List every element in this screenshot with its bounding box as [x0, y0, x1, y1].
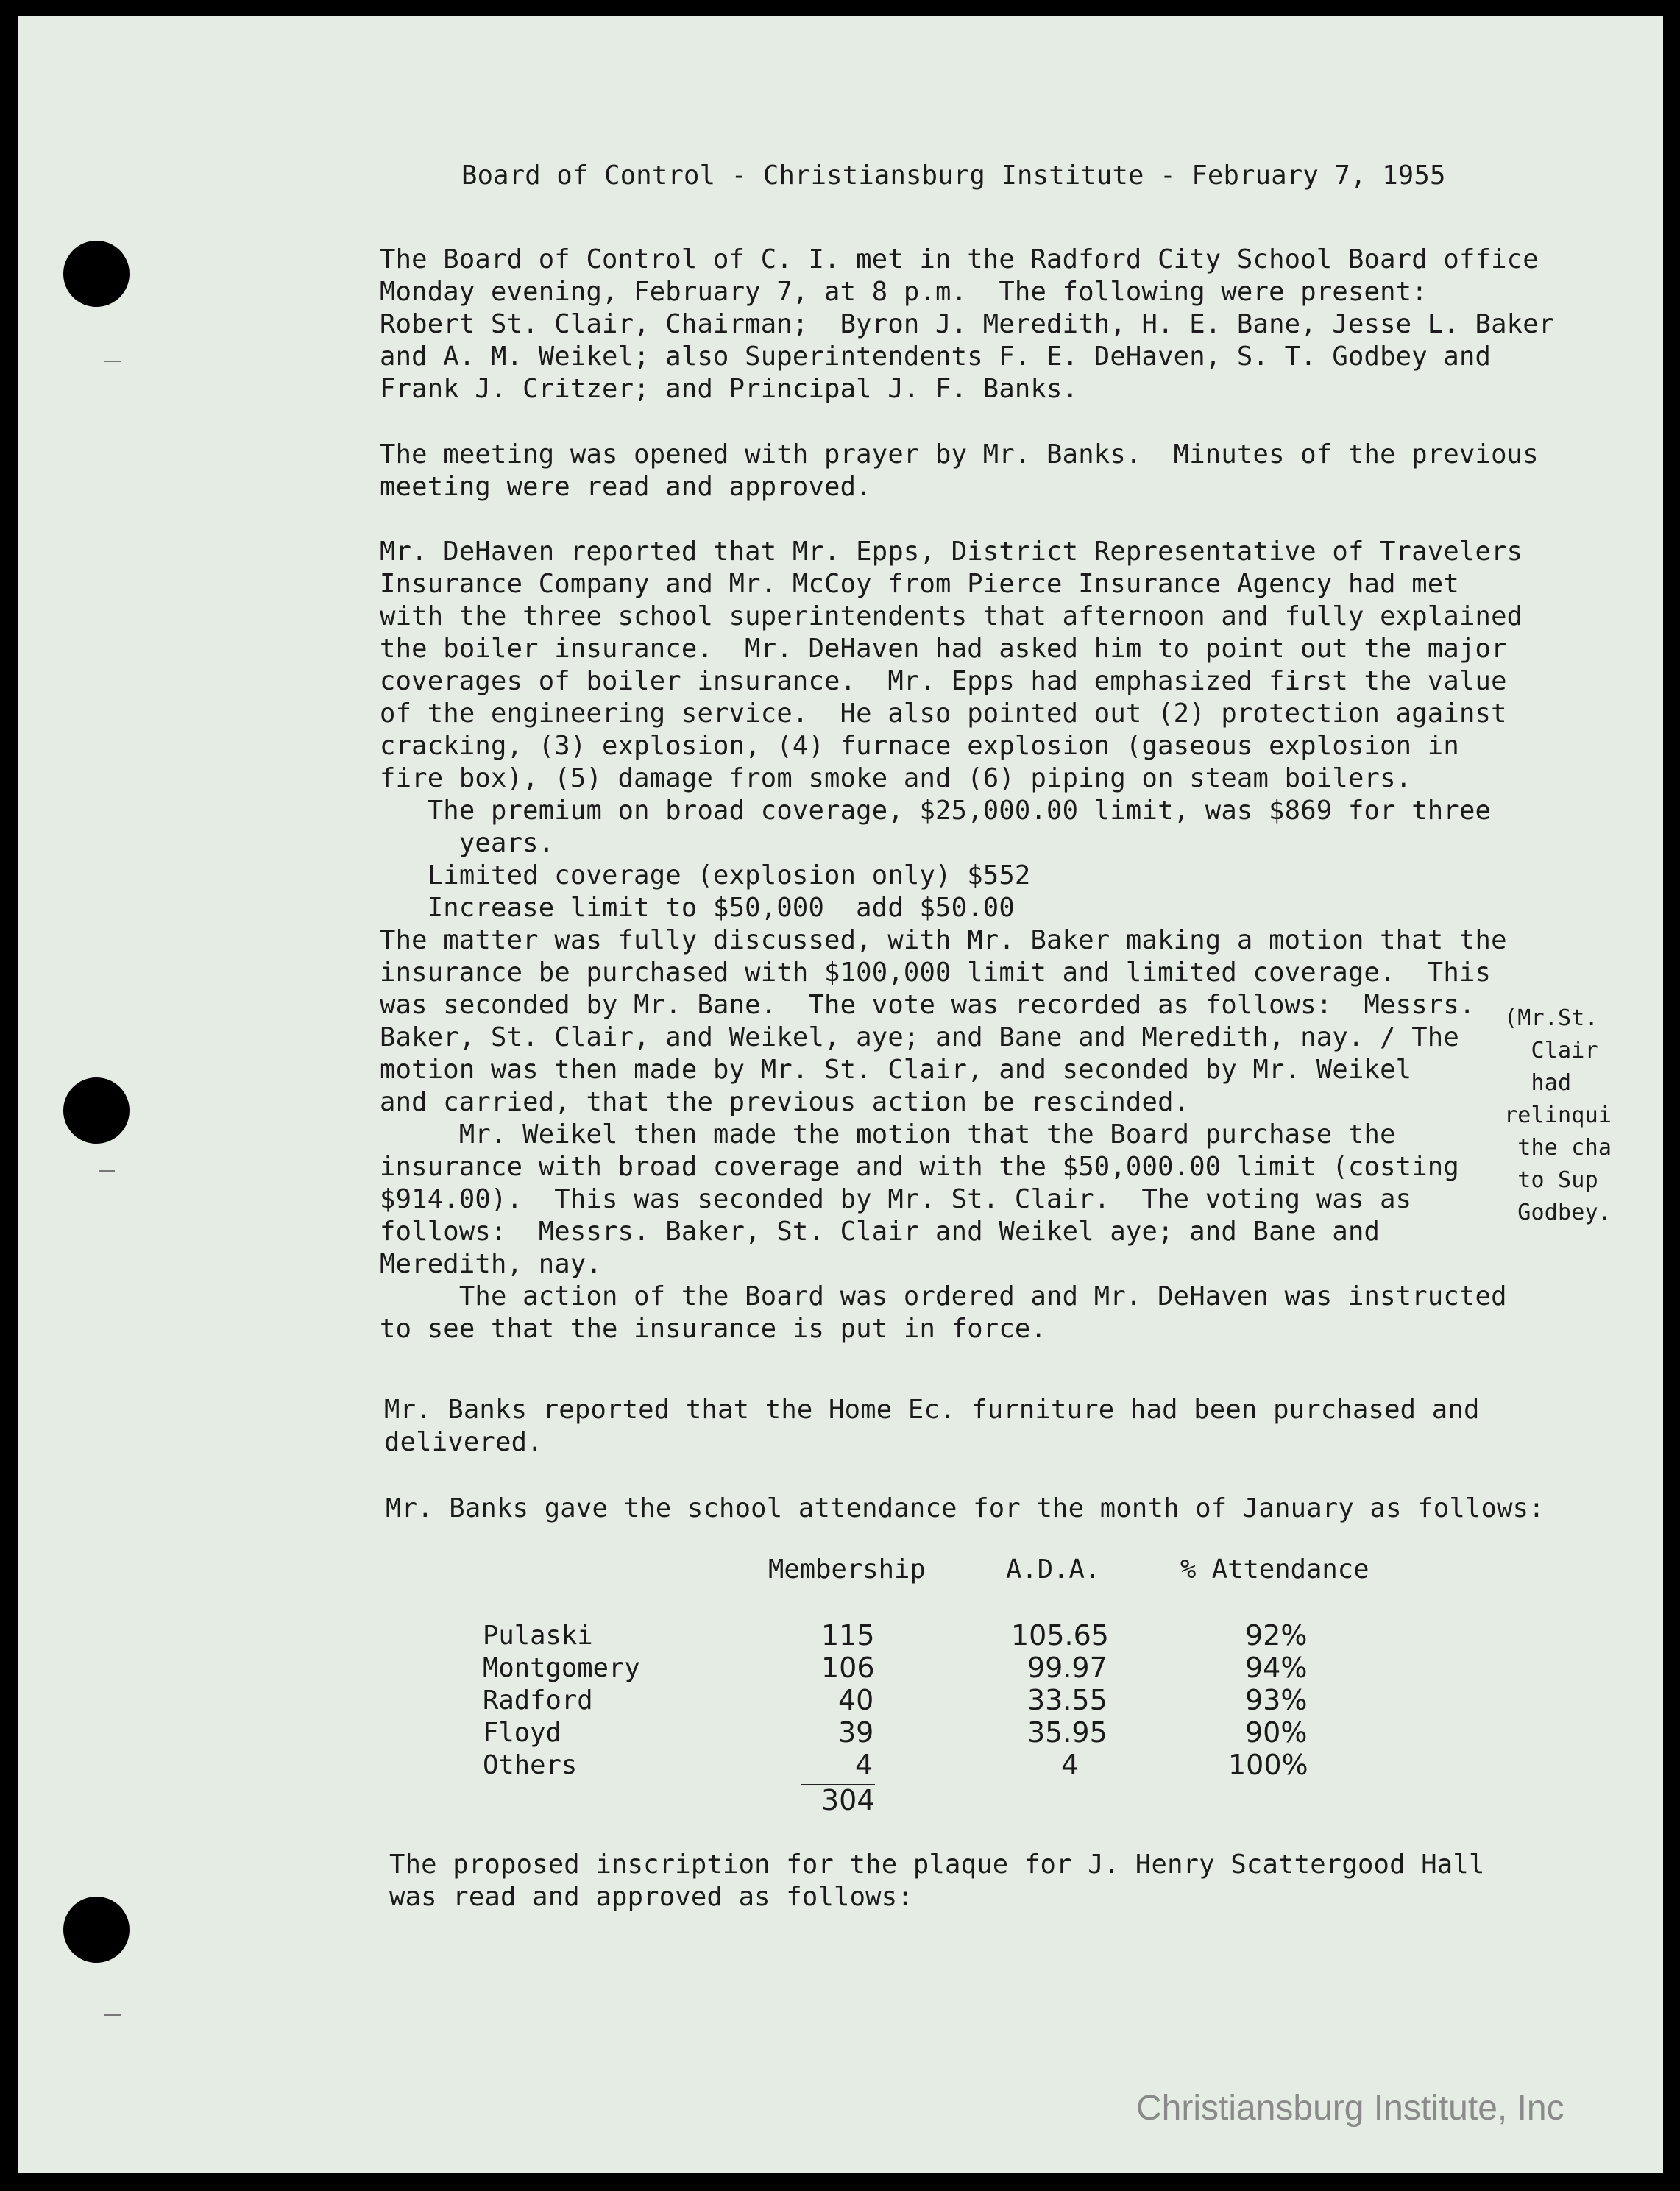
row-name: Pulaski [483, 1621, 593, 1651]
paragraph-plaque: The proposed inscription for the plaque for J. Henry Scattergood Hall was read and approved as follows: [389, 1850, 1485, 1912]
row-name: Others [483, 1750, 578, 1780]
cell-membership-total: 304 [821, 1784, 875, 1816]
punch-hole-middle [63, 1077, 130, 1144]
cell-membership: 115 [821, 1619, 875, 1652]
paragraph-insurance: Mr. DeHaven reported that Mr. Epps, District Representative of Travelers Insurance Company and Mr. McCoy from Pierce Insurance Agency had met with the three school superintendents that afternoon and fully explained the boiler insurance. Mr. DeHaven had asked him to point out the major coverages of boiler insurance. Mr. Epps had emphasized first the value of the engineering service. He also pointed out (2) protection against cracking, (3) explosion, (4) furnace explosion (gaseous explosion in fire box), (5) damage from smoke and (6) piping on steam boilers. The premium on broad coverage, $25,000.00 limit, was $869 for three years. Limited coverage (explosion only) $552 Increase limit to $50,000 add $50.00 The matter was fully discussed, with Mr. Baker making a motion that the insurance be purchased with $100,000 limit and limited coverage. This was seconded by Mr. Bane. The vote was recorded as follows: Messrs. Baker, St. Clair, and Weikel, aye; and Bane and Meredith, nay. / The motion was then made by Mr. St. Clair, and seconded by Mr. Weikel and carried, that the previous action be rescinded. Mr. Weikel then made the motion that the Board purchase the insurance with broad coverage and with the $50,000.00 limit (costing $914.00). This was seconded by Mr. St. Clair. The voting was as follows: Messrs. Baker, St. Clair and Weikel aye; and Bane and Meredith, nay. The action of the Board was ordered and Mr. DeHaven was instructed to see that the insurance is put in force. [380, 537, 1523, 1344]
cell-attendance: 92% [1245, 1619, 1308, 1652]
cell-ada: 35.95 [1027, 1716, 1107, 1749]
margin-tick [104, 361, 121, 362]
cell-ada: 99.97 [1027, 1652, 1107, 1684]
paragraph-attendance-intro: Mr. Banks gave the school attendance for the month of January as follows: [386, 1493, 1545, 1523]
header-attendance: % Attendance [1180, 1554, 1369, 1585]
paragraph-furniture: Mr. Banks reported that the Home Ec. furniture had been purchased and delivered. [384, 1395, 1480, 1457]
punch-hole-bottom [63, 1897, 130, 1963]
cell-attendance: 93% [1245, 1684, 1308, 1716]
cell-attendance: 90% [1245, 1716, 1308, 1749]
document-page [18, 16, 1663, 2173]
punch-hole-top [63, 241, 130, 307]
cell-ada: 4 [1061, 1749, 1080, 1781]
cell-membership: 4 [855, 1749, 873, 1781]
row-name: Floyd [483, 1718, 561, 1748]
header-ada: A.D.A. [1006, 1554, 1101, 1585]
margin-tick [99, 1170, 115, 1172]
margin-tick [104, 2014, 121, 2016]
paragraph-opening: The meeting was opened with prayer by Mr. Banks. Minutes of the previous meeting were read and approved. [380, 439, 1539, 502]
cell-membership: 39 [838, 1716, 874, 1749]
margin-note: (Mr.St. Clair had relinqui the cha to Sup Godbey. [1504, 1005, 1612, 1225]
cell-ada: 33.55 [1027, 1684, 1107, 1716]
cell-attendance: 100% [1228, 1749, 1308, 1781]
watermark: Christiansburg Institute, Inc [1136, 2089, 1564, 2128]
paragraph-attendees: The Board of Control of C. I. met in the Radford City School Board office Monday evening, February 7, at 8 p.m. The following were present: Robert St. Clair, Chairman; Byron J. Meredith, H. E. Bane, Jesse L. Baker and A. M. Weikel; also Superintendents F. E. DeHaven, S. T. Godbey and Frank J. Critzer; and Principal J. F. Banks. [380, 244, 1555, 404]
cell-attendance: 94% [1245, 1652, 1308, 1684]
cell-ada: 105.65 [1011, 1619, 1109, 1652]
cell-membership: 106 [821, 1652, 875, 1684]
row-name: Radford [483, 1685, 593, 1716]
row-name: Montgomery [483, 1653, 640, 1683]
page-title: Board of Control - Christiansburg Institute - February 7, 1955 [461, 160, 1446, 191]
cell-membership: 40 [838, 1684, 874, 1716]
header-membership: Membership [768, 1554, 926, 1585]
